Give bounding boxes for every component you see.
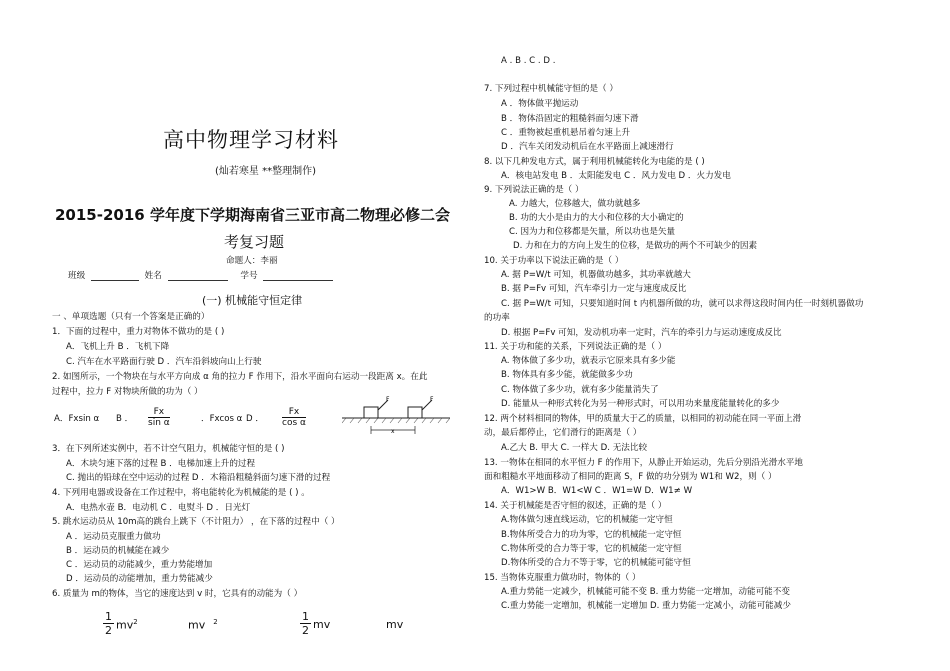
left-line: A．木块匀速下落的过程 B ．电梯加速上升的过程	[66, 459, 256, 469]
right-line: C. 物体做了多少功，就有多少能量消失了	[501, 385, 659, 395]
fraction-numerator: 1	[105, 610, 112, 623]
q2-option-b: B ．	[116, 414, 134, 424]
svg-text:F: F	[386, 396, 390, 403]
fraction-denominator: cos α	[282, 418, 306, 428]
right-line: C. 因为力和位移都是矢量，所以功也是矢量	[509, 227, 676, 237]
right-line: 动，最后都停止，它们滑行的距离是（ ）	[484, 428, 642, 438]
q2-option-a: A．Fxsin α	[54, 414, 100, 424]
left-line: A ．运动员克服重力做功	[66, 532, 161, 542]
q6-b-sup: 2	[213, 618, 218, 626]
number-label: 学号	[240, 271, 258, 281]
left-line: 过程中，拉力 F 对物块所做的功为（ ）	[52, 387, 203, 397]
number-blank[interactable]	[263, 271, 333, 281]
q2-option-d: D ．	[246, 414, 264, 424]
right-line: D ．汽车关闭发动机后在水平路面上减速滑行	[501, 142, 674, 152]
fraction-numerator: Fx	[148, 407, 170, 418]
q6-c-fraction	[300, 610, 311, 637]
q2-b-fraction	[148, 407, 170, 428]
right-line: A. 据 P=W/t 可知，机器做功越多，其功率就越大	[501, 270, 691, 280]
left-line: C. 抛出的铅球在空中运动的过程 D ．木箱沿粗糙斜面匀速下滑的过程	[66, 473, 331, 483]
right-top-options: A . B . C . D .	[501, 56, 556, 66]
q6-a-mv: mv	[116, 618, 134, 632]
q2-option-c: ．Fxcos α	[201, 414, 243, 424]
name-label: 姓名	[144, 271, 162, 281]
right-line: A.乙大 B. 甲大 C. 一样大 D. 无法比较	[501, 443, 648, 453]
force-figure	[342, 395, 450, 437]
q6-a-expr	[116, 618, 138, 632]
svg-text:x: x	[391, 428, 395, 435]
q6-b-expr	[188, 618, 218, 632]
right-line: 7. 下列过程中机械能守恒的是（ ）	[484, 84, 618, 94]
right-line: 9. 下列说法正确的是（ ）	[484, 185, 584, 195]
right-line: D.物体所受的合力不等于零，它的机械能可能守恒	[501, 558, 691, 568]
class-blank[interactable]	[91, 271, 139, 281]
left-line: C ．运动员的动能减少，重力势能增加	[66, 560, 213, 570]
left-line: 1．下面的过程中，重力对物体不做功的是 ( )	[52, 327, 225, 337]
right-line: 面和粗糙水平地面移动了相同的距离 S，F 做的功分别为 W1和 W2，则（ ）	[484, 472, 777, 482]
fraction-denominator: 2	[302, 624, 309, 637]
left-line: 4. 下列用电器或设备在工作过程中，将电能转化为机械能的是 ( ) 。	[52, 488, 310, 498]
q6-a-sup: 2	[133, 618, 138, 626]
right-line: 13. 一物体在相同的水平恒力 F 的作用下，从静止开始运动，先后分别沿光滑水平地	[484, 458, 803, 468]
right-line: C ．重物被起重机悬吊着匀速上升	[501, 128, 631, 138]
right-line: 11. 关于功和能的关系，下列说法正确的是（ ）	[484, 342, 667, 352]
left-line: 6. 质量为 m的物体，当它的速度达到 v 时，它具有的动能为（ ）	[52, 589, 303, 599]
right-line: B ．物体沿固定的粗糙斜面匀速下滑	[501, 114, 639, 124]
left-line: 一 、单项选题（只有一个答案是正确的）	[52, 312, 210, 322]
right-line: A. 力越大，位移越大，做功就越多	[509, 199, 641, 209]
exam-title-line2: 考复习题	[224, 233, 285, 251]
exam-title: 2015-2016 学年度下学期海南省三亚市高二物理必修二会	[55, 206, 450, 224]
fraction-numerator: 1	[302, 610, 309, 623]
right-line: B. 物体具有多少能，就能做多少功	[501, 370, 633, 380]
right-line: A ．物体做平抛运动	[501, 99, 579, 109]
left-line: C. 汽车在水平路面行驶 D ．汽车沿斜坡向山上行驶	[66, 357, 262, 367]
right-line: B. 据 P=Fv 可知，汽车牵引力一定与速度成反比	[501, 284, 687, 294]
fraction-numerator: Fx	[282, 407, 306, 418]
name-blank[interactable]	[168, 271, 228, 281]
right-line: A．核电站发电 B ．太阳能发电 C ．风力发电 D ．火力发电	[501, 171, 731, 181]
left-line: 5. 跳水运动员从 10m高的跳台上跳下（不计阻力） ，在下落的过程中（ ）	[52, 517, 340, 527]
q6-d-expr: mv	[386, 618, 404, 631]
right-line: C.重力势能一定增加，机械能一定增加 D. 重力势能一定减小，动能可能减少	[501, 601, 791, 611]
q2-d-fraction	[282, 407, 306, 428]
q6-a-fraction	[103, 610, 114, 637]
right-line: A.物体做匀速直线运动，它的机械能一定守恒	[501, 515, 673, 525]
left-line: 2. 如图所示，一个物块在与水平方向成 α 角的拉力 F 作用下，沿水平面向右运动一段距离 x。在此	[52, 372, 428, 382]
right-line: 12. 两个材料相同的物体，甲的质量大于乙的质量，以相同的初动能在同一平面上滑	[484, 414, 802, 424]
author-note: (灿若寒星 **整理制作)	[215, 166, 316, 177]
right-line: 8. 以下几种发电方式，属于利用机械能转化为电能的是 ( )	[484, 157, 705, 167]
fraction-denominator: sin α	[148, 418, 170, 428]
right-line: A. 物体做了多少功，就表示它原来具有多少能	[501, 356, 676, 366]
right-line: 15. 当物体克服重力做功时，物体的（ ）	[484, 573, 641, 583]
right-line: A.重力势能一定减少，机械能可能不变 B. 重力势能一定增加，动能可能不变	[501, 587, 790, 597]
left-line: B ．运动员的机械能在减少	[66, 546, 170, 556]
right-line: A．W1>W B．W1<W C ．W1=W D．W1≠ W	[501, 486, 693, 496]
left-line: A．飞机上升 B ．飞机下降	[66, 342, 170, 352]
right-line: C.物体所受的合力等于零，它的机械能一定守恒	[501, 544, 682, 554]
setter: 命题人：李丽	[226, 256, 278, 266]
right-line: 的功率	[484, 313, 510, 323]
q6-c-expr: mv	[313, 618, 331, 631]
right-line: D. 能量从一种形式转化为另一种形式时，可以用功来量度能量转化的多少	[501, 399, 780, 409]
q6-b-mv: mv	[188, 618, 206, 632]
right-line: B. 功的大小是由力的大小和位移的大小确定的	[509, 213, 684, 223]
right-line: 14. 关于机械能是否守恒的叙述，正确的是（ ）	[484, 501, 667, 511]
right-line: B.物体所受合力的功为零，它的机械能一定守恒	[501, 530, 682, 540]
svg-text:F: F	[430, 396, 434, 403]
left-line: A．电热水壶 B．电动机 C ．电熨斗 D ．日光灯	[66, 503, 251, 513]
right-line: C. 据 P=W/t 可知，只要知道时间 t 内机器所做的功，就可以求得这段时间内任一时刻机器做功	[501, 299, 864, 309]
field-row	[68, 271, 333, 281]
left-line: 3．在下列所述实例中，若不计空气阻力，机械能守恒的是 ( )	[52, 444, 285, 454]
right-line: D. 根据 P=Fv 可知，发动机功率一定时，汽车的牵引力与运动速度成反比	[501, 328, 782, 338]
doc-title: 高中物理学习材料	[163, 128, 339, 152]
section-heading: (一) 机械能守恒定律	[202, 294, 303, 307]
right-line: 10. 关于功率以下说法正确的是（ ）	[484, 256, 624, 266]
fraction-denominator: 2	[105, 624, 112, 637]
right-line: D. 力和在力的方向上发生的位移，是做功的两个不可缺少的因素	[513, 241, 758, 251]
class-label: 班级	[68, 271, 86, 281]
left-line: D ．运动员的动能增加，重力势能减少	[66, 574, 213, 584]
